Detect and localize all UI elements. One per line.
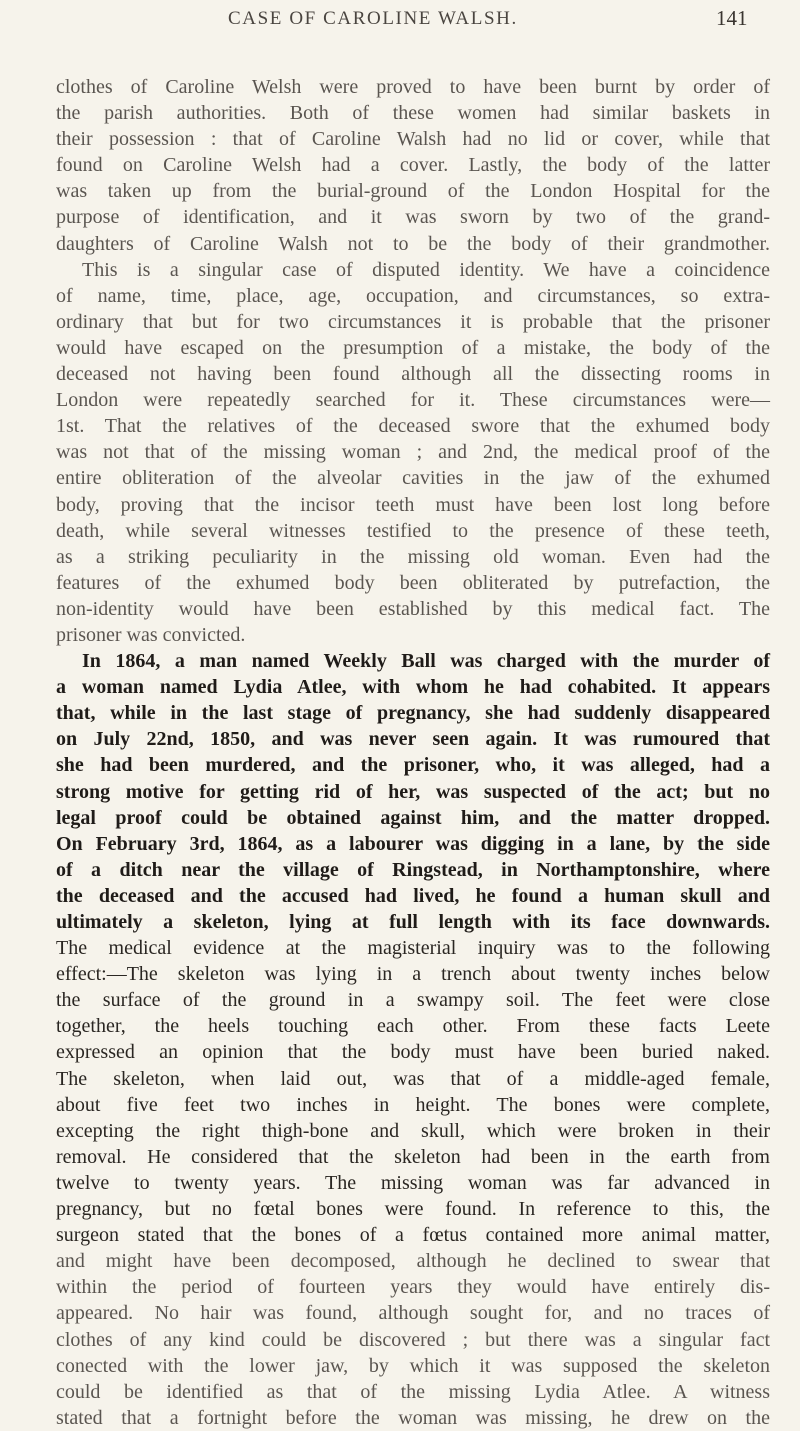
text-line: This is a singular case of disputed identity. We have a coincidence [82,258,770,281]
text-line: features of the exhumed body been obliterated by putrefaction, the [56,571,770,594]
text-line: surgeon stated that the bones of a fœtus contained more animal matter, [56,1224,770,1247]
text-line: strong motive for getting rid of her, was suspected of the act; but no [56,780,770,803]
running-head [0,8,800,38]
text-line: non-identity would have been established by this medical fact. The [56,597,770,620]
text-line: ordinary that but for two circumstances it is probable that the prisoner [56,310,770,333]
text-line: of name, time, place, age, occupation, and circumstances, so extra- [56,284,770,307]
text-line: would have escaped on the presumption of a mistake, the body of the [56,336,770,359]
text-line: purpose of identification, and it was sworn by two of the grand- [56,206,770,229]
text-line: pregnancy, but no fœtal bones were found. In reference to this, the [56,1198,770,1221]
text-line: conected with the lower jaw, by which it was supposed the skeleton [56,1354,770,1377]
text-line: appeared. No hair was found, although sought for, and no traces of [56,1302,770,1325]
text-line: entire obliteration of the alveolar cavities in the jaw of the exhumed [56,467,770,490]
text-line: that, while in the last stage of pregnancy, she had suddenly disappeared [56,702,770,725]
text-line: clothes of any kind could be discovered ; but there was a singular fact [56,1328,770,1351]
text-line: together, the heels touching each other. From these facts Leete [56,1015,770,1038]
text-line: the deceased and the accused had lived, he found a human skull and [56,884,770,907]
text-line: ultimately a skeleton, lying at full length with its face downwards. [56,911,770,933]
text-line: of a ditch near the village of Ringstead, in Northamptonshire, where [56,858,770,881]
text-line: could be identified as that of the missing Lydia Atlee. A witness [56,1380,770,1403]
text-line: excepting the right thigh-bone and skull, which were broken in their [56,1119,770,1142]
text-line: prisoner was convicted. [56,623,246,646]
page-number: 141 [716,6,748,30]
body-text [56,74,770,1431]
running-title: CASE OF CAROLINE WALSH. [228,8,518,29]
text-line: On February 3rd, 1864, as a labourer was digging in a lane, by the side [56,832,770,855]
text-line: expressed an opinion that the body must have been buried naked. [56,1041,770,1064]
text-line: body, proving that the incisor teeth must have been lost long before [56,493,770,516]
text-line: deceased not having been found although all the dissecting rooms in [56,363,770,386]
text-line: their possession : that of Caroline Walsh had no lid or cover, while that [56,128,770,151]
text-line: effect:—The skeleton was lying in a trench about twenty inches below [56,963,770,986]
text-line: on July 22nd, 1850, and was never seen again. It was rumoured that [56,728,770,751]
text-line: and might have been decomposed, although he declined to swear that [56,1250,770,1273]
text-line: legal proof could be obtained against him, and the matter dropped. [56,806,770,829]
text-line: a woman named Lydia Atlee, with whom he had cohabited. It appears [56,676,770,699]
text-line: within the period of fourteen years they would have entirely dis- [56,1276,770,1299]
text-line: was taken up from the burial-ground of the London Hospital for the [56,180,770,203]
text-line: she had been murdered, and the prisoner, who, it was alleged, had a [56,754,770,777]
text-line: the parish authorities. Both of these women had similar baskets in [56,102,770,125]
text-line: was not that of the missing woman ; and 2nd, the medical proof of the [56,441,770,464]
text-line: death, while several witnesses testified to the presence of these teeth, [56,519,770,542]
text-line: daughters of Caroline Walsh not to be the body of their grandmother. [56,232,770,255]
text-line: clothes of Caroline Welsh were proved to have been burnt by order of [56,76,770,98]
text-line: removal. He considered that the skeleton had been in the earth from [56,1145,770,1168]
text-line: stated that a fortnight before the woman was missing, he drew on the [56,1406,770,1429]
text-line: In 1864, a man named Weekly Ball was charged with the murder of [82,650,770,673]
text-line: found on Caroline Welsh had a cover. Lastly, the body of the latter [56,154,770,177]
text-line: 1st. That the relatives of the deceased swore that the exhumed body [56,415,770,438]
text-line: as a striking peculiarity in the missing old woman. Even had the [56,545,770,568]
text-line: London were repeatedly searched for it. These circumstances were— [56,389,770,412]
text-line: the surface of the ground in a swampy soil. The feet were close [56,989,770,1012]
text-line: The medical evidence at the magisterial inquiry was to the following [56,937,770,960]
text-line: twelve to twenty years. The missing woman was far advanced in [56,1171,770,1194]
text-line: The skeleton, when laid out, was that of a middle-aged female, [56,1067,770,1090]
text-line: about five feet two inches in height. The bones were complete, [56,1093,770,1116]
